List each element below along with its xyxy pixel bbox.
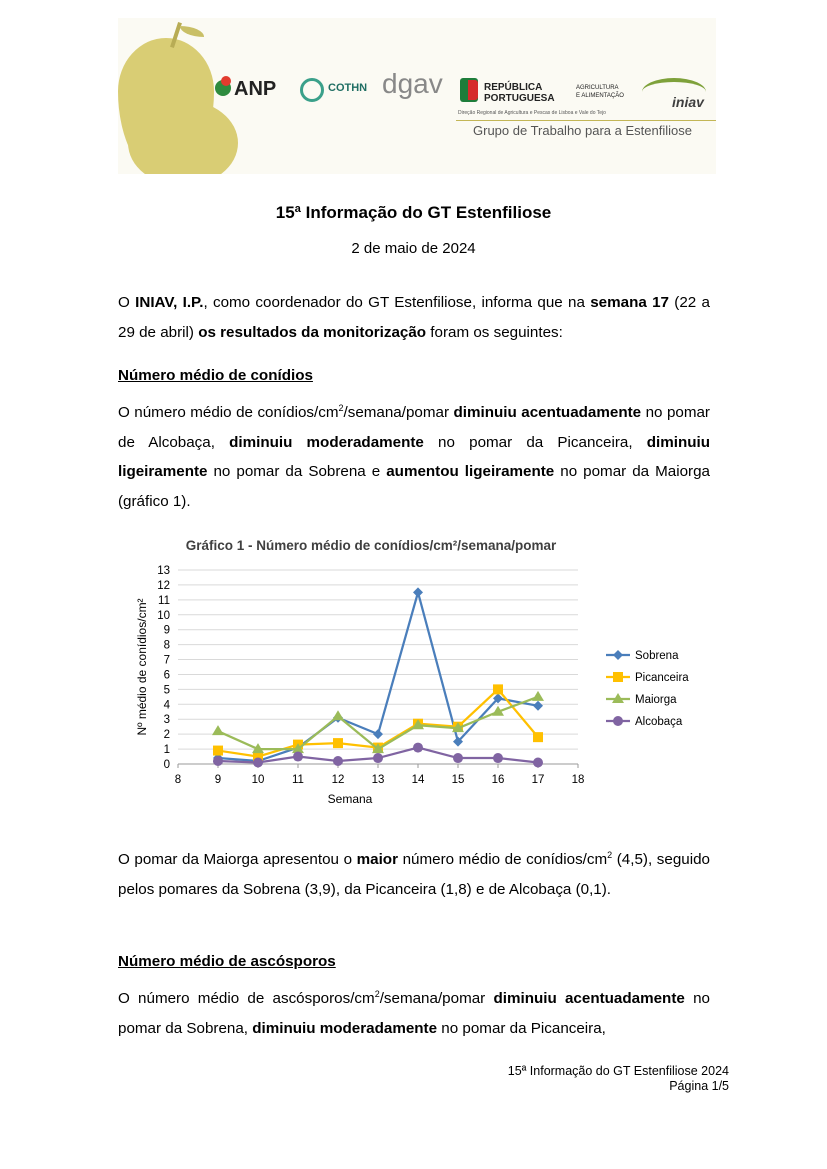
agricultura-logo	[576, 84, 624, 100]
anp-logo: ANP	[234, 78, 277, 100]
intro-text-3: (22 a 29 de abril)	[118, 294, 710, 341]
y-tick-label: 3	[163, 714, 170, 727]
y-tick-label: 9	[163, 624, 170, 637]
y-tick-label: 7	[163, 654, 170, 667]
intro-bold-2: semana 17	[590, 294, 669, 311]
y-tick-label: 1	[163, 744, 170, 757]
legend-label-alcobaca: Alcobaça	[635, 716, 683, 728]
data-point-alcobaca	[253, 758, 263, 768]
x-tick-label: 13	[371, 774, 385, 786]
section-heading-conidios: Número médio de conídios	[118, 367, 313, 384]
y-tick-label: 2	[163, 729, 170, 742]
legend-label-picanceira: Picanceira	[635, 672, 689, 684]
intro-text-4: foram os seguintes:	[426, 323, 563, 341]
republica-logo	[484, 82, 555, 104]
x-tick-label: 12	[331, 774, 345, 786]
x-tick-label: 16	[491, 774, 505, 786]
republica-line1: REPÚBLICA	[484, 82, 543, 93]
y-tick-label: 0	[163, 759, 170, 771]
data-point-alcobaca	[333, 756, 343, 766]
document-title: 15ª Informação do GT Estenfiliose	[275, 203, 552, 222]
s1b-text-2: número médio de conídios/cm	[397, 851, 608, 868]
x-axis-label: Semana	[327, 792, 373, 806]
conidios-paragraph	[118, 398, 710, 516]
dgav-logo: dgav	[382, 68, 443, 99]
s2-text-2: /semana/pomar	[379, 990, 494, 1007]
cothn-logo: COTHN	[328, 82, 368, 94]
data-point-maiorga	[532, 691, 544, 701]
legend-marker-alcobaca	[613, 716, 623, 726]
pear-leaf	[180, 26, 204, 37]
direcao-regional-text: Direção Regional de Agricultura e Pescas de Lisboa e Vale do Tejo	[458, 110, 606, 116]
data-point-alcobaca	[373, 753, 383, 763]
footer-doc-title: 15ª Informação do GT Estenfiliose 2024	[507, 1064, 729, 1078]
document-date: 2 de maio de 2024	[351, 240, 476, 257]
s1-bold-3: diminuiu ligeiramente	[118, 433, 710, 480]
x-tick-label: 8	[174, 774, 182, 786]
legend-label-maiorga: Maiorga	[635, 694, 677, 706]
legend-label-sobrena: Sobrena	[635, 650, 679, 662]
chart-title: Gráfico 1 - Número médio de conídios/cm²/semana/pomar	[185, 538, 557, 553]
ascosporos-paragraph	[118, 984, 710, 1043]
cothn-logo-mark	[300, 78, 324, 102]
s1b-bold-1: maior	[356, 851, 398, 868]
conidios-line-chart	[118, 530, 710, 820]
s1b-sup: 2	[607, 849, 613, 860]
intro-paragraph	[118, 288, 710, 347]
s2-text-3: no pomar da Sobrena,	[118, 990, 710, 1037]
y-tick-label: 4	[163, 699, 170, 712]
y-tick-label: 10	[157, 609, 170, 622]
banner-divider	[456, 120, 716, 121]
x-tick-label: 14	[411, 774, 425, 786]
republica-line2: PORTUGUESA	[484, 93, 555, 104]
x-tick-label: 17	[531, 774, 545, 786]
legend-marker-sobrena	[613, 650, 623, 660]
s1-bold-1: diminuiu acentuadamente	[453, 404, 642, 421]
s2-text-1: O número médio de ascósporos/cm	[118, 990, 375, 1007]
y-axis-label: Nº médio de conídios/cm²	[135, 598, 149, 736]
s1-text-4: no pomar da Picanceira,	[423, 433, 647, 451]
data-point-alcobaca	[293, 752, 303, 762]
s1-text-6: no pomar da Maiorga (gráfico 1).	[118, 463, 710, 510]
x-tick-label: 11	[292, 774, 304, 786]
s1-bold-4: aumentou ligeiramente	[386, 463, 555, 480]
anp-logo-mark-accent	[221, 76, 231, 86]
intro-bold-3: os resultados da monitorização	[198, 323, 427, 341]
legend-marker-picanceira	[613, 672, 623, 682]
y-tick-label: 13	[157, 565, 170, 577]
s2-bold-1: diminuiu acentuadamente	[493, 990, 685, 1007]
agricultura-line1: AGRICULTURA	[576, 85, 619, 91]
data-point-alcobaca	[533, 758, 543, 768]
section-heading-ascosporos: Número médio de ascósporos	[118, 953, 336, 970]
page-footer	[508, 1064, 729, 1094]
data-point-alcobaca	[493, 753, 503, 763]
header-banner	[118, 18, 716, 174]
x-tick-label: 10	[251, 774, 265, 786]
s1-text-5: no pomar da Sobrena e	[207, 463, 387, 480]
intro-text-1: O	[118, 294, 136, 311]
footer-page-number: Página 1/5	[669, 1079, 729, 1093]
x-tick-label: 9	[214, 774, 222, 786]
s1-text-2: /semana/pomar	[343, 404, 454, 421]
y-tick-label: 5	[163, 684, 170, 697]
data-point-alcobaca	[413, 743, 423, 753]
agricultura-line2: E ALIMENTAÇÃO	[576, 93, 624, 99]
iniav-logo: iniav	[672, 94, 704, 110]
intro-bold-1: INIAV, I.P.	[135, 294, 204, 311]
pear-logo	[118, 38, 214, 174]
republica-logo-mark-accent	[468, 80, 478, 100]
y-tick-label: 8	[163, 639, 170, 652]
x-tick-label: 18	[571, 774, 585, 786]
s1-bold-2: diminuiu moderadamente	[229, 433, 424, 451]
data-point-sobrena	[413, 587, 423, 597]
maiorga-paragraph	[118, 845, 710, 904]
s1-text-1: O número médio de conídios/cm	[118, 404, 339, 421]
s1b-text-1: O pomar da Maiorga apresentou o	[118, 851, 357, 868]
data-point-picanceira	[533, 732, 543, 742]
data-point-picanceira	[213, 746, 223, 756]
data-point-picanceira	[493, 684, 503, 694]
s1-text-3: no pomar de Alcobaça,	[118, 404, 710, 451]
data-point-alcobaca	[453, 753, 463, 763]
y-tick-label: 12	[157, 579, 170, 592]
data-point-maiorga	[332, 710, 344, 720]
data-point-maiorga	[212, 725, 224, 735]
s1-sup: 2	[338, 402, 344, 413]
x-tick-label: 15	[451, 774, 465, 786]
y-tick-label: 6	[163, 669, 170, 682]
s1b-text-3: (4,5), seguido pelos pomares da Sobrena (3,9), da Picanceira (1,8) e de Alcobaça (0,1).	[118, 851, 710, 898]
s2-bold-2: diminuiu moderadamente	[252, 1019, 438, 1037]
data-point-sobrena	[373, 729, 383, 739]
banner-subtitle: Grupo de Trabalho para a Estenfiliose	[473, 123, 692, 138]
y-tick-label: 11	[158, 594, 170, 607]
intro-text-2: , como coordenador do GT Estenfiliose, informa que na	[203, 294, 591, 311]
data-point-picanceira	[333, 738, 343, 748]
s2-sup: 2	[374, 988, 380, 999]
data-point-sobrena	[533, 701, 543, 711]
s2-text-4: no pomar da Picanceira,	[437, 1019, 606, 1037]
data-point-alcobaca	[213, 756, 223, 766]
